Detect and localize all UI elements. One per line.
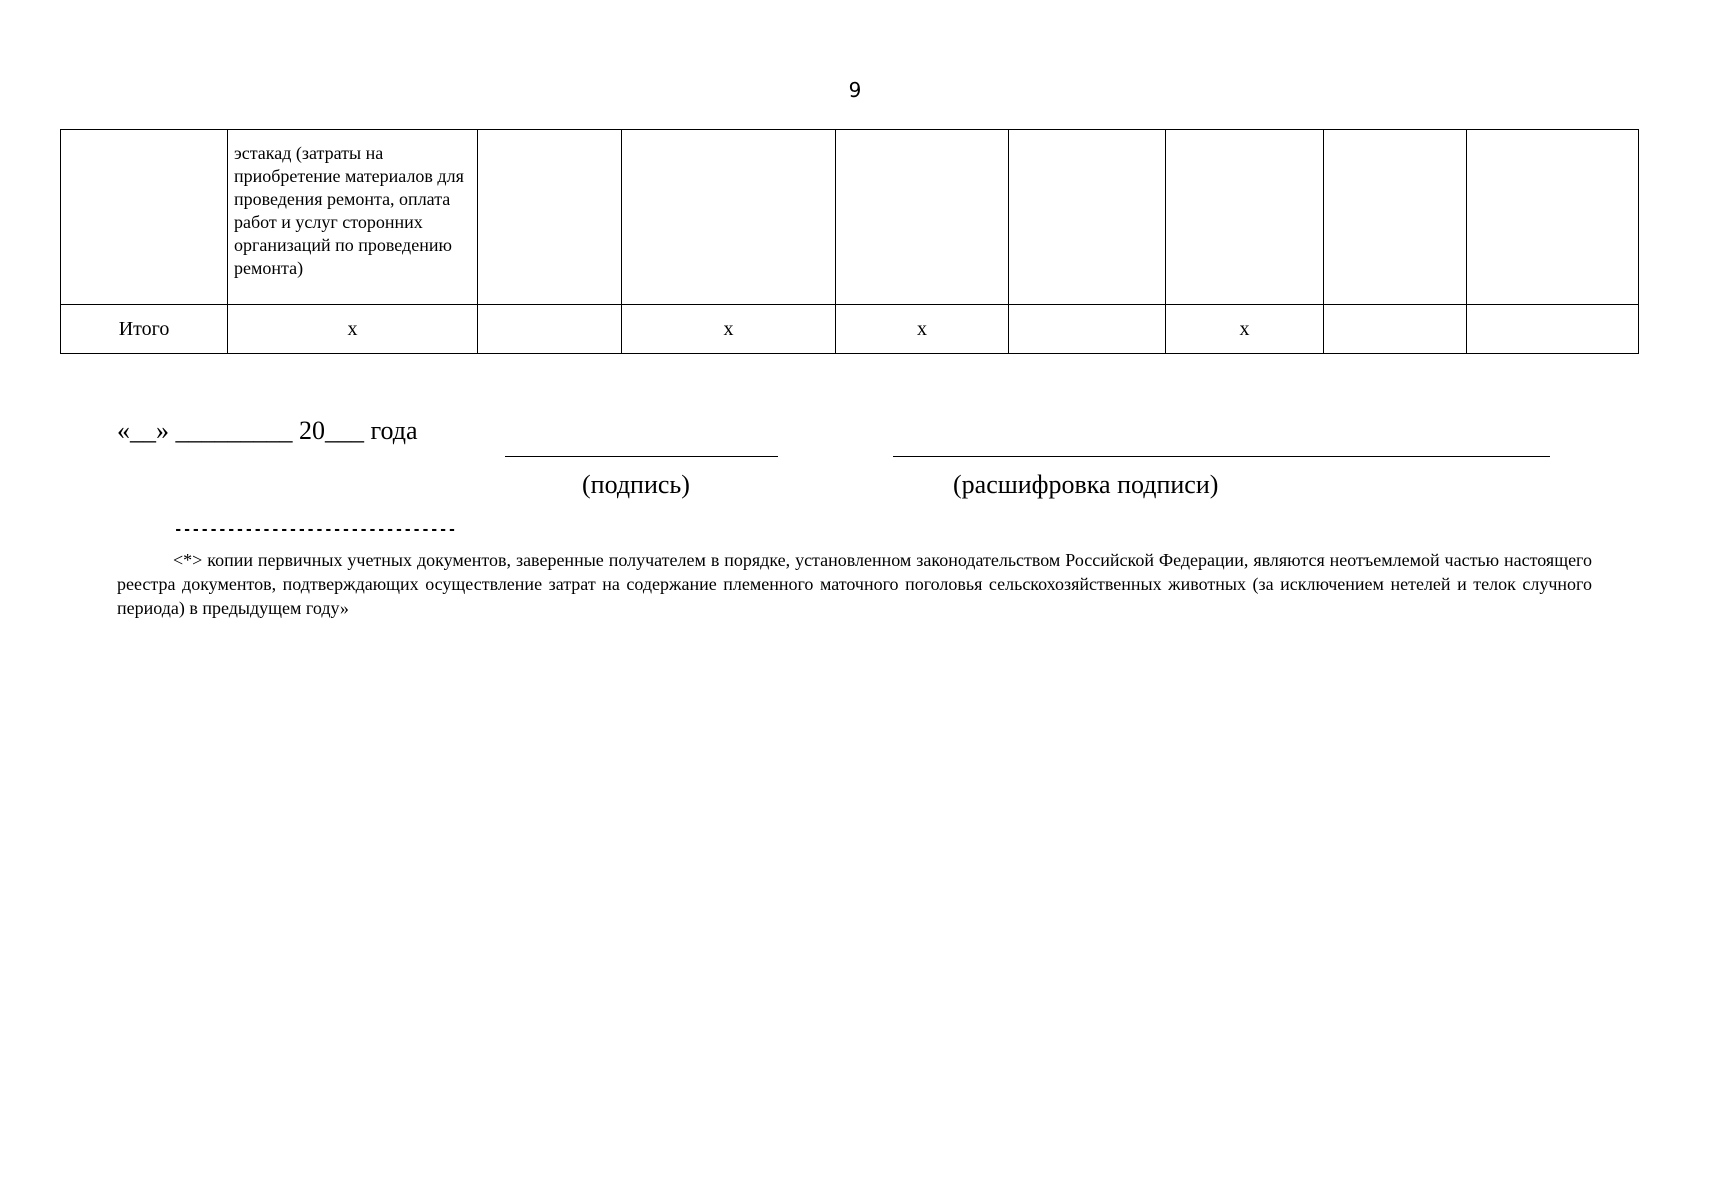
total-cell [1009,305,1166,354]
signature-decode-line [893,456,1550,457]
table-cell [1166,130,1324,305]
date-line: «__» _________ 20___ года [117,416,418,445]
total-cell: х [836,305,1009,354]
total-cell [1467,305,1639,354]
total-cell [478,305,622,354]
total-cell: х [1166,305,1324,354]
total-cell [1324,305,1467,354]
total-cell: х [622,305,836,354]
total-cell: х [228,305,478,354]
table-row-total [61,305,1639,354]
signature-decode-caption: (расшифровка подписи) [953,470,1219,499]
registry-table [60,129,1639,354]
table-cell [1467,130,1639,305]
footnote-separator: -------------------------------- [174,522,457,538]
table-cell [836,130,1009,305]
total-label-cell: Итого [61,305,228,354]
table-row-continuation [61,130,1639,305]
signature-caption: (подпись) [582,470,690,499]
signature-block [0,410,1710,510]
table-cell [1324,130,1467,305]
expense-description-cell: эстакад (затраты на приобретение материалов для проведения ремонта, оплата работ и услуг сторонних организаций по проведению ремонта) [228,130,478,305]
page-number: 9 [848,78,862,102]
table-cell [622,130,836,305]
table-cell [61,130,228,305]
table-cell [1009,130,1166,305]
footnote-text: <*> копии первичных учетных документов, заверенные получателем в порядке, установленном законодательством Российской Федерации, являются неотъемлемой частью настоящего реестра документов, подтверждающих осуществление затрат на содержание племенного маточного поголовья сельскохозяйственных животных (за исключением нетелей и телок случного периода) в предыдущем году» [117,550,1592,618]
signature-line [505,456,778,457]
table-cell [478,130,622,305]
